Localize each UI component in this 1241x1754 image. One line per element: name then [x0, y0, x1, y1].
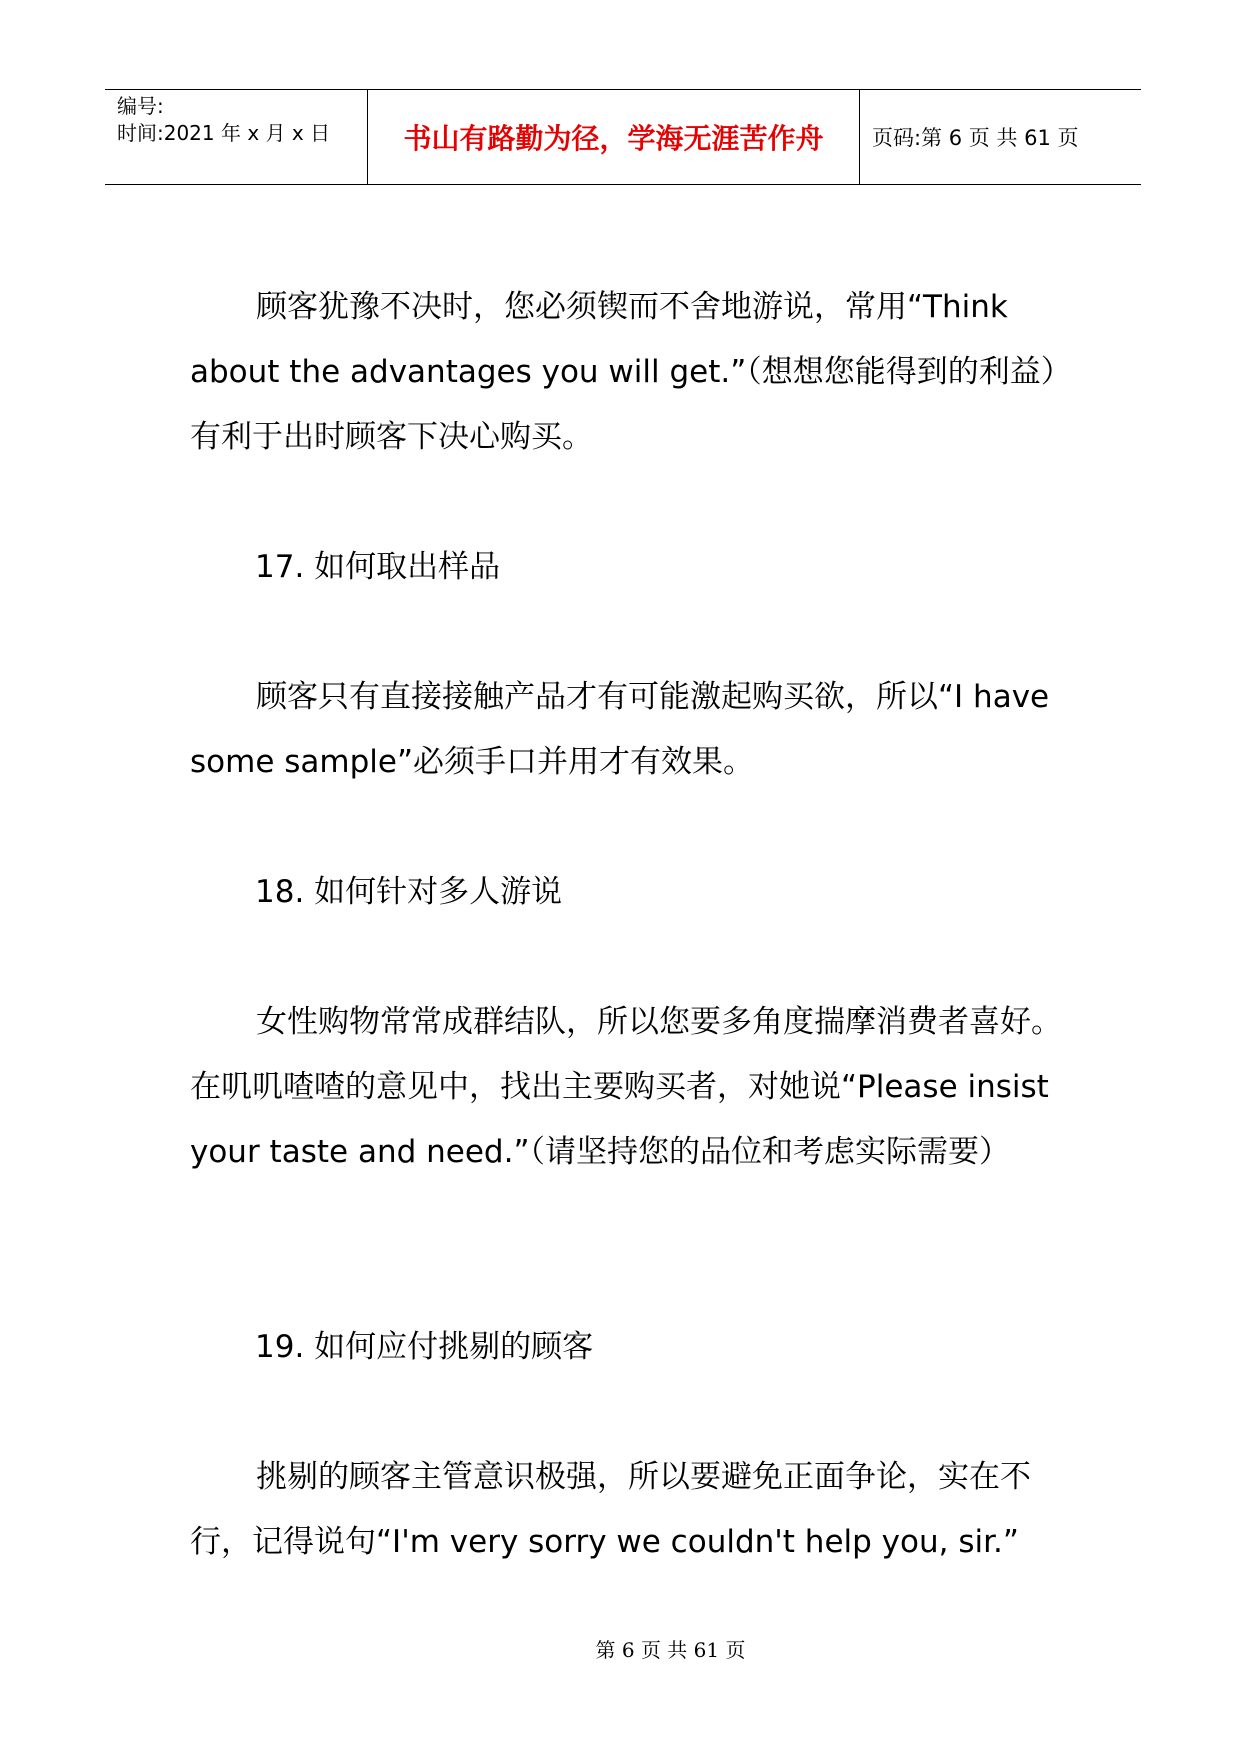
document-time-label: 时间:2021 年 x 月 x 日 — [117, 121, 331, 145]
header-page-info: 页码:第 6 页 共 61 页 — [872, 126, 1079, 150]
section-heading-19: 19. 如何应付挑剔的顾客 — [255, 1329, 594, 1365]
page-footer — [0, 1637, 1241, 1663]
paragraph-hesitant-customers: 顾客犹豫不决时，您必须锲而不舍地游说，常用“Think about the advantages you will get.”（想想您能得到的利益）有利于出时顾客下决心购买。 — [190, 289, 1057, 455]
document-number-label: 编号: — [117, 94, 164, 118]
paragraph-picky-customers: 挑剔的顾客主管意识极强，所以要避免正面争论，实在不行，记得说句“I'm very sorry we couldn't help you, sir.” — [190, 1459, 1031, 1560]
header-meta-cell — [105, 90, 368, 184]
header-page-cell — [860, 90, 1141, 184]
section-heading-18: 18. 如何针对多人游说 — [255, 874, 563, 910]
page-header — [105, 89, 1141, 185]
paragraph-samples: 顾客只有直接接触产品才有可能激起购买欲，所以“I have some sample”必须手口并用才有效果。 — [190, 679, 1050, 780]
paragraph-group-shoppers: 女性购物常常成群结队，所以您要多角度揣摩消费者喜好。在叽叽喳喳的意见中，找出主要购买者，对她说“Please insist your taste and need.”（请坚持您的品位和考虑实际需要） — [190, 1004, 1062, 1170]
header-motto-cell — [368, 90, 860, 184]
header-motto: 书山有路勤为径，学海无涯苦作舟 — [403, 122, 824, 155]
footer-page-number: 第 6 页 共 61 页 — [595, 1638, 746, 1662]
section-heading-17: 17. 如何取出样品 — [255, 549, 501, 585]
